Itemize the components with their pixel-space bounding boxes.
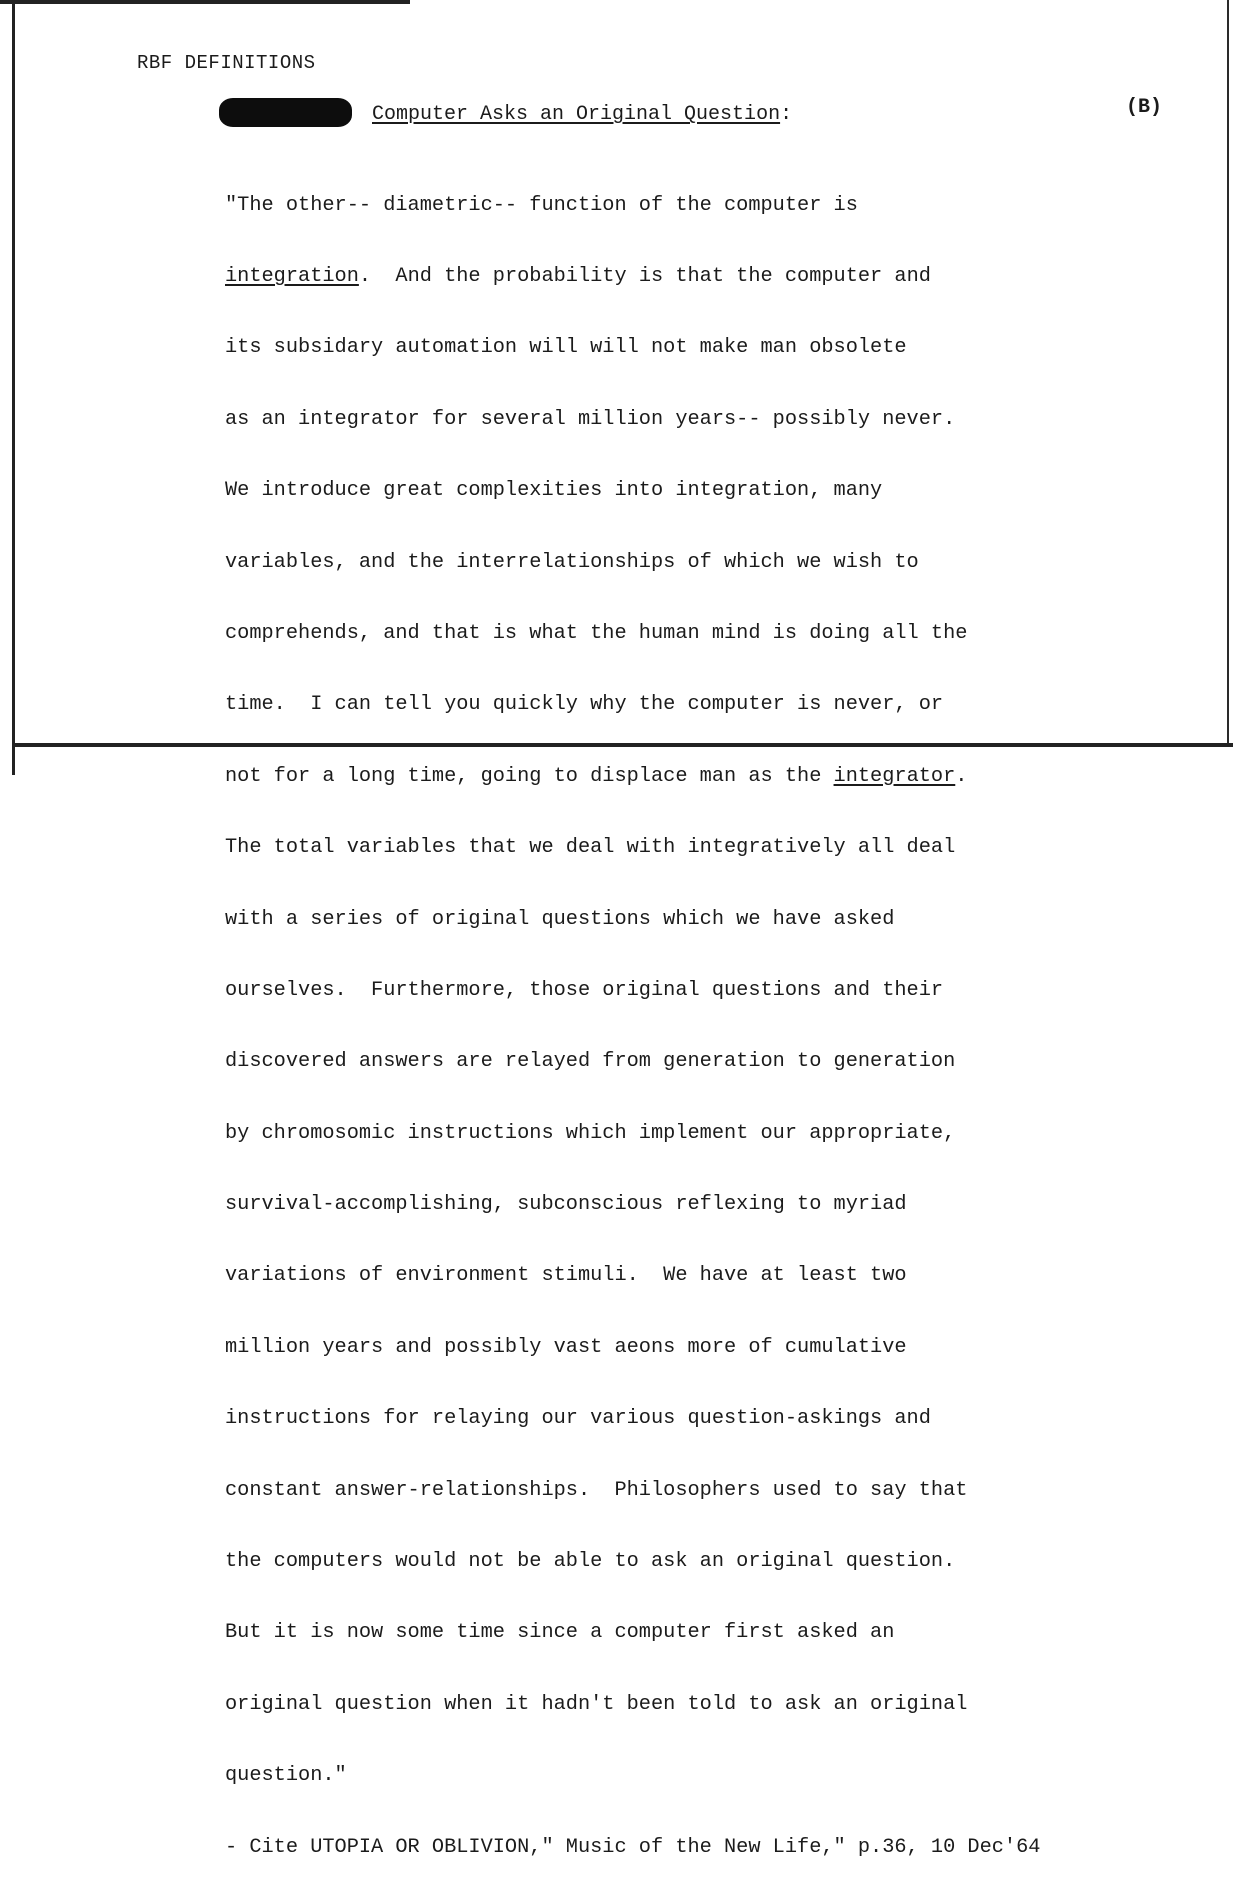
entry-title <box>372 103 792 126</box>
quote-line: variables, and the interrelationships of which we wish to <box>225 550 919 574</box>
quote-body <box>225 146 1040 1883</box>
card-top-border <box>0 0 410 4</box>
quote-line: with a series of original questions which we have asked <box>225 907 895 931</box>
entry-title-suffix: : <box>780 103 793 126</box>
quote-line: discovered answers are relayed from generation to generation <box>225 1050 956 1074</box>
card-right-border <box>1227 0 1229 745</box>
quote-line: variations of environment stimuli. We have at least two <box>225 1264 907 1288</box>
quote-line: survival-accomplishing, subconscious reflexing to myriad <box>225 1193 907 1217</box>
quote-line: But it is now some time since a computer first asked an <box>225 1621 895 1645</box>
quote-line: question." <box>225 1764 347 1788</box>
quote-line: original question when it hadn't been told to ask an original <box>225 1692 968 1716</box>
quote-line: the computers would not be able to ask an original question. <box>225 1550 956 1574</box>
quote-line: by chromosomic instructions which implement our appropriate, <box>225 1121 956 1145</box>
entry-title-text: Computer Asks an Original Question <box>372 103 781 126</box>
quote-line: its subsidary automation will will not make man obsolete <box>225 336 907 360</box>
quote-line: ourselves. Furthermore, those original questions and their <box>225 978 944 1002</box>
quote-line: not for a long time, going to displace man as the integrator. <box>225 764 968 788</box>
card-stub-line <box>12 760 15 775</box>
underlined-term: integration <box>225 264 359 288</box>
quote-line: constant answer-relationships. Philosophers used to say that <box>225 1478 968 1502</box>
card-left-border <box>12 0 15 775</box>
quote-line: integration. And the probability is that the computer and <box>225 264 931 288</box>
quote-line: time. I can tell you quickly why the computer is never, or <box>225 693 944 717</box>
quote-line: million years and possibly vast aeons more of cumulative <box>225 1335 907 1359</box>
underlined-term: integrator <box>833 764 956 788</box>
quote-line: "The other-- diametric-- function of the computer is <box>225 193 858 217</box>
letter-code: (B) <box>1126 96 1163 119</box>
quote-line: We introduce great complexities into integration, many <box>225 479 883 503</box>
citation-line: - Cite UTOPIA OR OBLIVION," Music of the New Life," p.36, 10 Dec'64 <box>225 1835 1041 1859</box>
quote-line: The total variables that we deal with integratively all deal <box>225 836 956 860</box>
quote-line: instructions for relaying our various question-askings and <box>225 1407 931 1431</box>
page-title: RBF DEFINITIONS <box>137 52 316 74</box>
redaction-block <box>219 98 352 127</box>
quote-line: as an integrator for several million years-- possibly never. <box>225 407 956 431</box>
quote-line: comprehends, and that is what the human mind is doing all the <box>225 621 968 645</box>
